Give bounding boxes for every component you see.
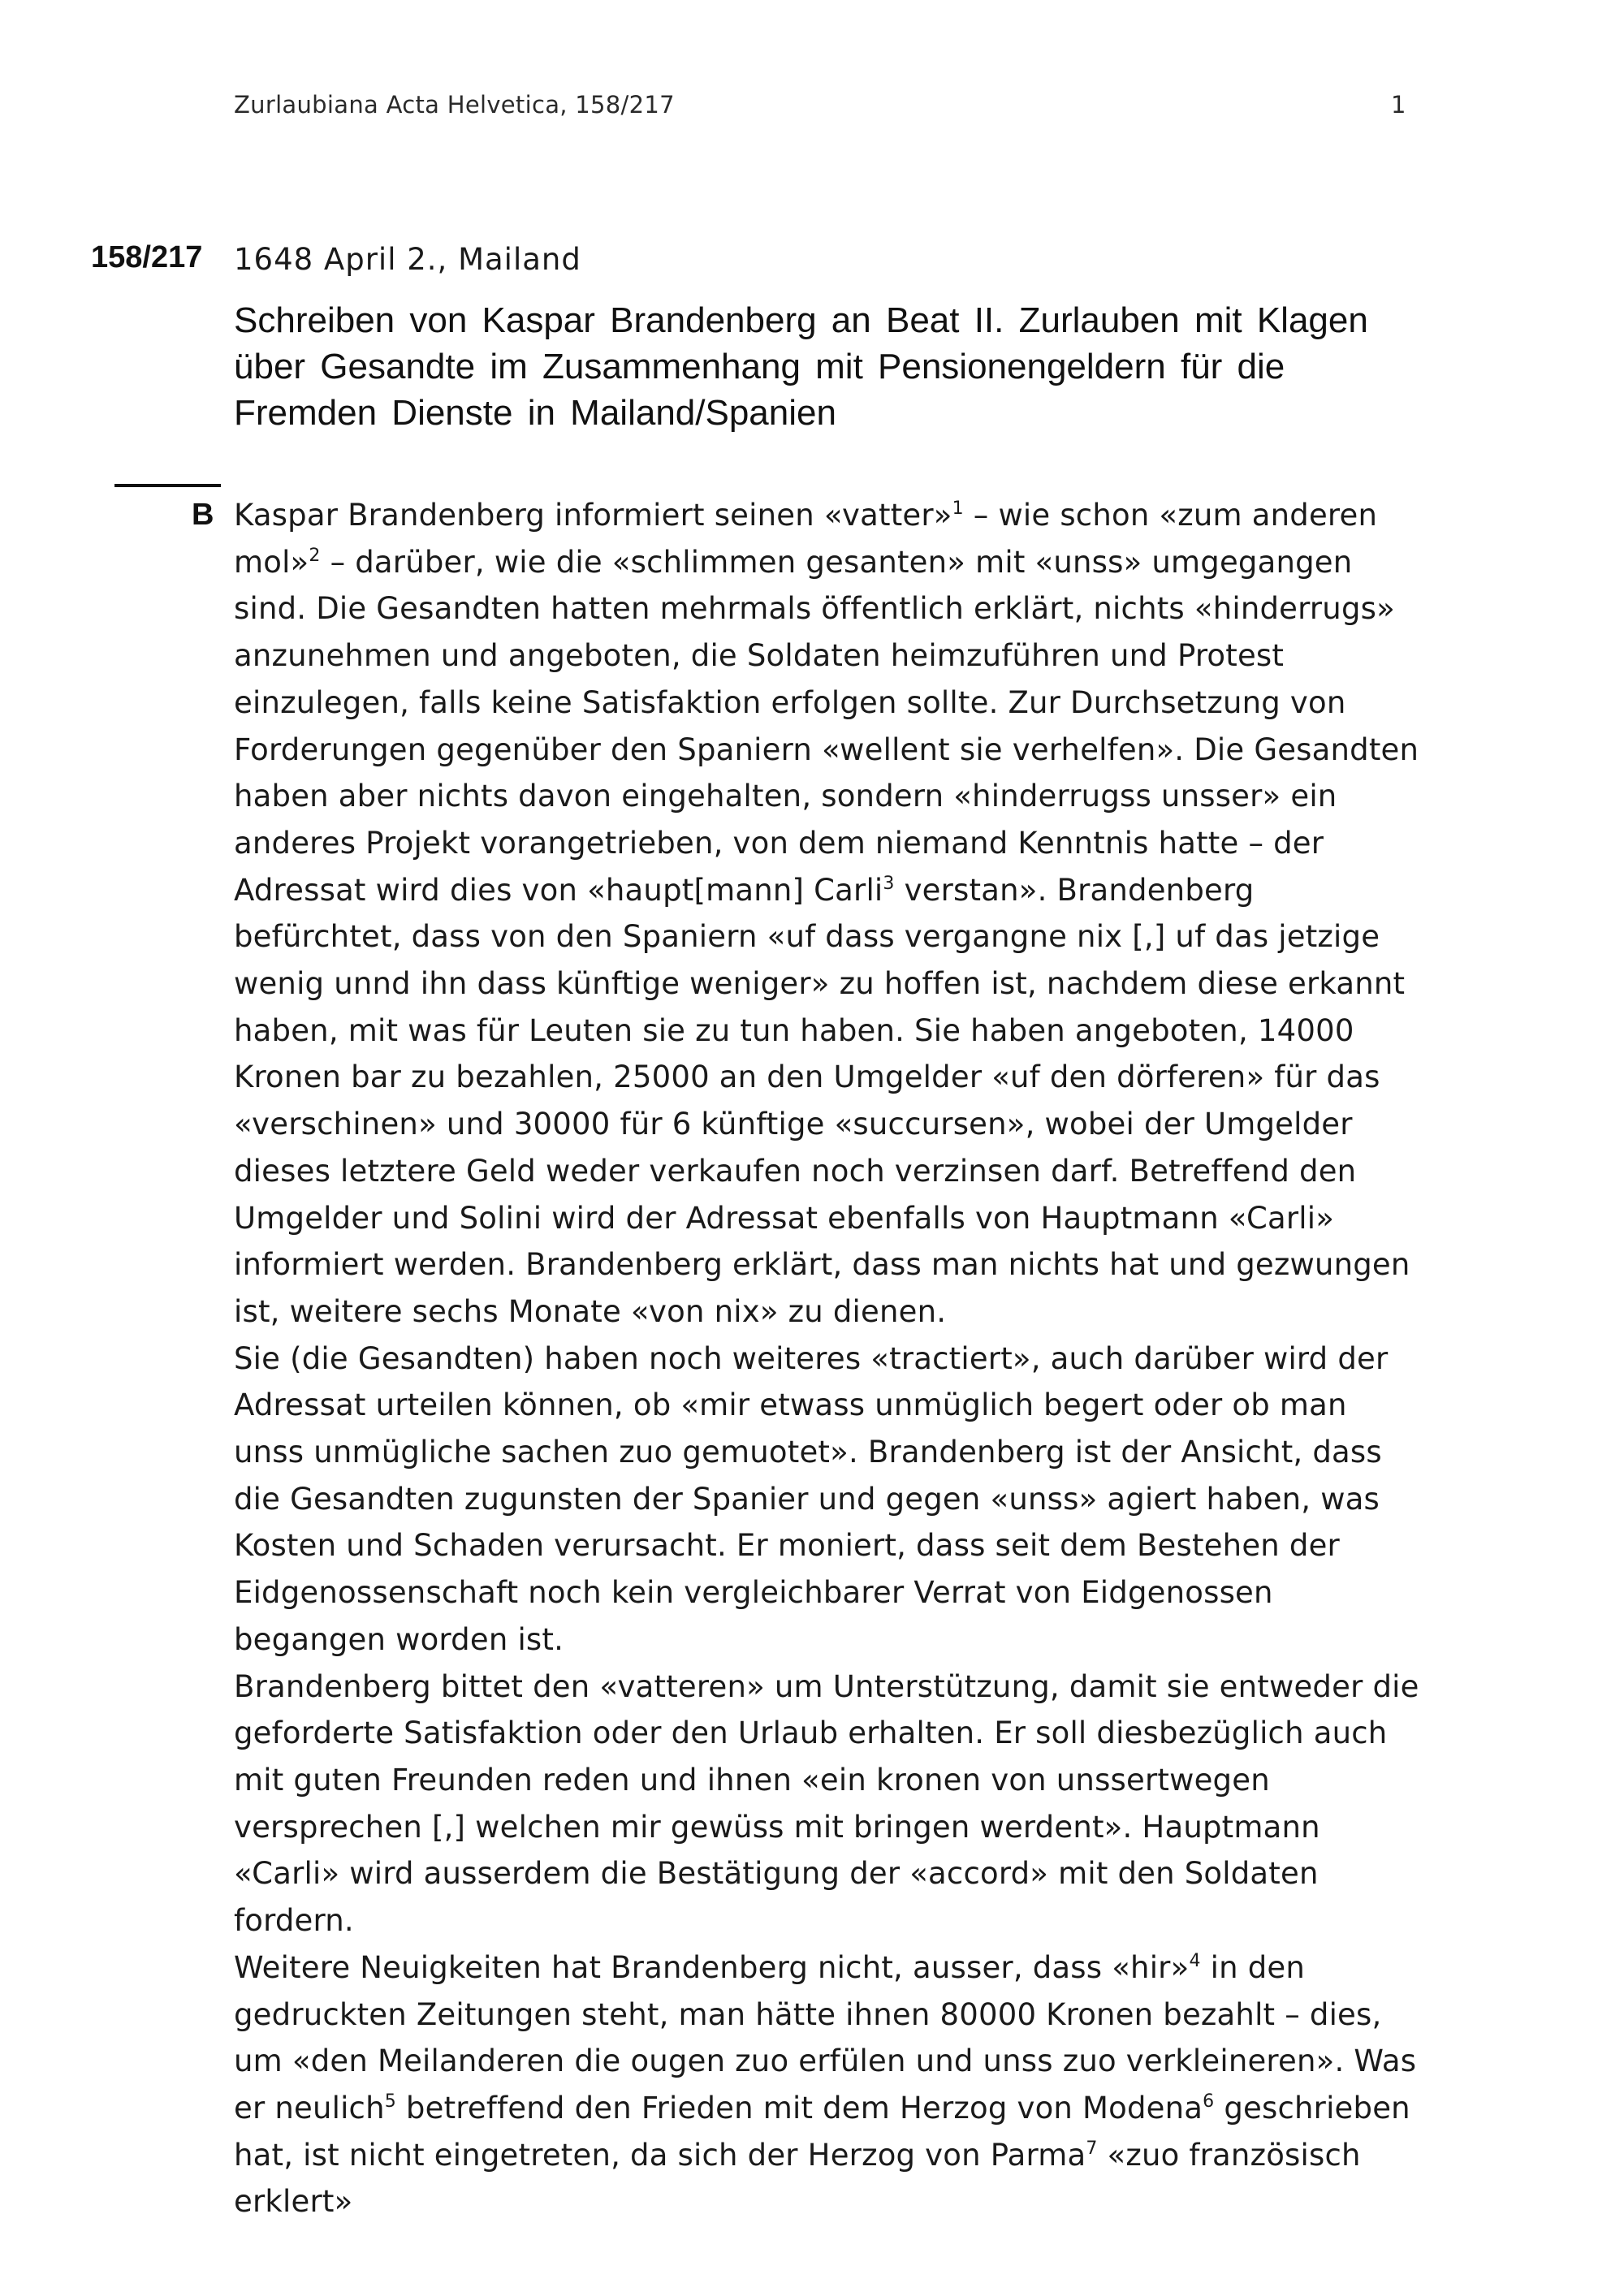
- footnote-marker-3[interactable]: 3: [883, 873, 895, 894]
- body-text-run: verstan». Brandenberg befürchtet, dass von den Spaniern «uf dass vergangne nix [,] uf das jetzige wenig unnd ihn dass künftige weniger» zu hoffen ist, nachdem diese erkannt haben, mit was für Leuten sie zu tun haben. Sie haben angeboten, 14000 Kronen bar zu bezahlen, 25000 an den Umgelder «uf den dörferen» für das «verschinen» und 30000 für 6 künftige «succursen», wobei der Umgelder dieses letztere Geld weder verkaufen noch verzinsen darf. Betreffend den Umgelder und Solini wird der Adressat ebenfalls von Hauptmann «Carli» informiert werden. Brandenberg erklärt, dass man nichts hat und gezwungen ist, weitere sechs Monate «von nix» zu dienen.: [234, 872, 1410, 1329]
- body-text-run: betreffend den Frieden mit dem Herzog von Modena: [395, 2090, 1203, 2126]
- body-text-run: Kaspar Brandenberg informiert seinen «vatter»: [234, 498, 952, 533]
- document-number: 158/217: [91, 240, 203, 274]
- footnote-marker-7[interactable]: 7: [1086, 2138, 1098, 2159]
- body-paragraph-1: [234, 492, 1419, 1336]
- document-date-place: 1648 April 2., Mailand: [234, 242, 581, 277]
- body-text-run: – wie schon «zum anderen mol»: [234, 498, 1378, 580]
- section-divider: [114, 484, 221, 487]
- footnote-marker-5[interactable]: 5: [384, 2091, 396, 2112]
- body-text-run: Weitere Neuigkeiten hat Brandenberg nicht, ausser, dass «hir»: [234, 1949, 1190, 1985]
- footnote-marker-2[interactable]: 2: [309, 545, 321, 566]
- footnote-marker-6[interactable]: 6: [1203, 2091, 1215, 2112]
- body-text-run: – darüber, wie die «schlimmen gesanten» mit «unss» umgegangen sind. Die Gesandten hatten mehrmals öffentlich erklärt, nichts «hinderrugs» anzunehmen und angeboten, die Soldaten heimzuführen und Protest einzulegen, falls keine Satisfaktion erfolgen sollte. Zur Durchsetzung von Forderungen gegenüber den Spaniern «wellent sie verhelfen». Die Gesandten haben aber nichts davon eingehalten, sondern «hinderrugss unsser» ein anderes Projekt vorangetrieben, von dem niemand Kenntnis hatte – der Adressat wird dies von «haupt[mann] Carli: [234, 544, 1419, 908]
- footnote-marker-1[interactable]: 1: [952, 498, 964, 519]
- page-number: 1: [1391, 91, 1406, 119]
- regest-body: [234, 492, 1419, 2225]
- body-paragraph-4: [234, 1944, 1419, 2225]
- body-paragraph-2: Sie (die Gesandten) haben noch weiteres «tractiert», auch darüber wird der Adressat urteilen können, ob «mir etwass unmüglich begert oder ob man unss unmügliche sachen zuo gemuotet». Brandenberg ist der Ansicht, dass die Gesandten zugunsten der Spanier und gegen «unss» agiert haben, was Kosten und Schaden verursacht. Er moniert, dass seit dem Bestehen der Eidgenossenschaft noch kein vergleichbarer Verrat von Eidgenossen begangen worden ist.: [234, 1340, 1389, 1657]
- body-text-run: «zuo französisch erklert»: [234, 2137, 1361, 2220]
- section-label: B: [192, 498, 214, 532]
- body-text-run: geschrieben hat, ist nicht eingetreten, da sich der Herzog von Parma: [234, 2090, 1410, 2173]
- body-paragraph-3: Brandenberg bittet den «vatteren» um Unterstützung, damit sie entweder die geforderte Satisfaktion oder den Urlaub erhalten. Er soll diesbezüglich auch mit guten Freunden reden und ihnen «ein kronen von unssertwegen versprechen [,] welchen mir gewüss mit bringen werdent». Hauptmann «Carli» wird ausserdem die Bestätigung der «accord» mit den Soldaten fordern.: [234, 1668, 1419, 1939]
- document-title: Schreiben von Kaspar Brandenberg an Beat II. Zurlauben mit Klagen über Gesandte im Zusammenhang mit Pensionengeldern für die Fremden Dienste in Mailand/Spanien: [234, 300, 1368, 433]
- body-text-run: in den gedruckten Zeitungen steht, man hätte ihnen 80000 Kronen bezahlt – dies, um «den Meilanderen die ougen zuo erfülen und unss zuo verkleineren». Was er neulich: [234, 1949, 1417, 2126]
- footnote-marker-4[interactable]: 4: [1189, 1950, 1201, 1971]
- running-header-title: Zurlaubiana Acta Helvetica, 158/217: [234, 91, 675, 119]
